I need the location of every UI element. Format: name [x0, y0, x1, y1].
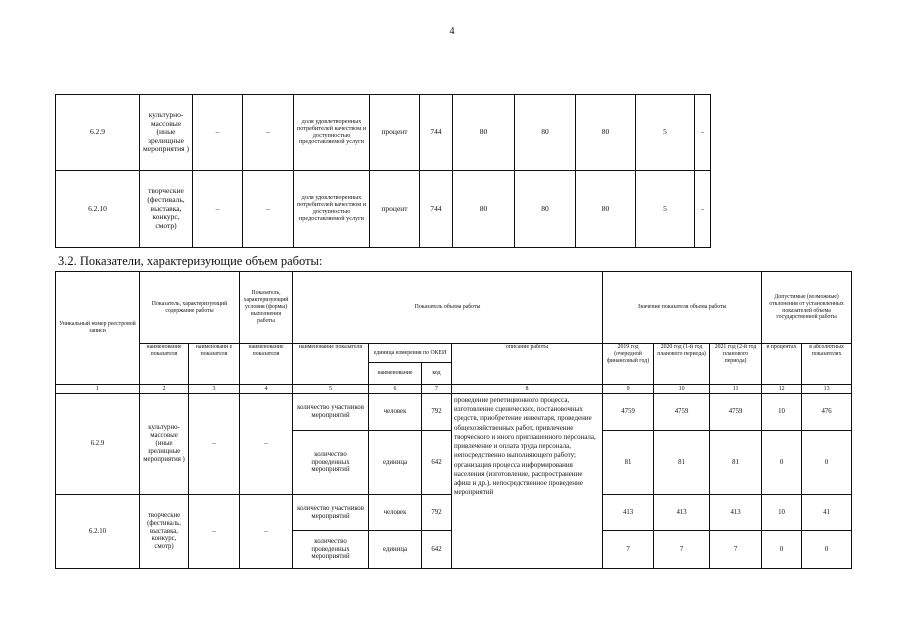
- registry-code: 6.2.10: [56, 171, 140, 248]
- okei-code-cell: 744: [420, 95, 453, 171]
- column-number: 1: [56, 385, 140, 394]
- unit-cell: единица: [369, 531, 422, 569]
- content-cell: культурно-массовые (иные зрелищные мероприятия ): [140, 394, 189, 495]
- condition-cell: –: [243, 171, 294, 248]
- content-cell: творческие (фестиваль, выставка, конкурс, смотр): [140, 171, 193, 248]
- condition-cell: –: [240, 495, 293, 569]
- column-number: 13: [802, 385, 852, 394]
- deviation-absolute-cell: 0: [802, 431, 852, 495]
- condition-cell: –: [189, 495, 240, 569]
- value-2021-cell: 80: [576, 171, 636, 248]
- okei-code-cell: 744: [420, 171, 453, 248]
- registry-code: 6.2.9: [56, 95, 140, 171]
- unit-cell: человек: [369, 495, 422, 531]
- indicator-name-header: наименовани е показателя: [189, 344, 240, 385]
- column-number: 2: [140, 385, 189, 394]
- column-number: 3: [189, 385, 240, 394]
- value-2019-cell: 4759: [603, 394, 654, 431]
- okei-group-header: единица измерения по ОКЕИ: [369, 344, 452, 363]
- indicator-cell: доля удовлетворенных потребителей качеством и доступностью предоставляемой услуги: [294, 171, 370, 248]
- content-cell: культурно-массовые (иные зрелищные мероприятия ): [140, 95, 193, 171]
- table-row: [56, 95, 711, 171]
- deviation-absolute-cell: -: [695, 171, 711, 248]
- year-2019-header: 2019 год (очередной финансовый год): [603, 344, 654, 385]
- deviation-group-header: Допустимые (возможные) отклонения от установленных показателей объема государственной работы: [762, 272, 852, 344]
- value-2019-cell: 7: [603, 531, 654, 569]
- indicator-cell: доля удовлетворенных потребителей качеством и доступностью предоставляемой услуги: [294, 95, 370, 171]
- content-group-header: Показатель, характеризующий содержание работы: [140, 272, 240, 344]
- value-2020-cell: 4759: [654, 394, 710, 431]
- condition-cell: –: [193, 95, 243, 171]
- condition-group-header: Показатель, характеризующий условия (формы) выполнения работы: [240, 272, 293, 344]
- registry-header: Уникальный номер реестровой записи: [56, 272, 140, 385]
- indicator-cell: количество участников мероприятий: [293, 394, 369, 431]
- column-number: 11: [710, 385, 762, 394]
- deviation-absolute-cell: -: [695, 95, 711, 171]
- value-2021-cell: 4759: [710, 394, 762, 431]
- value-2020-cell: 7: [654, 531, 710, 569]
- deviation-percent-cell: 0: [762, 431, 802, 495]
- year-2020-header: 2020 год (1-й год планового периода): [654, 344, 710, 385]
- column-number: 8: [452, 385, 603, 394]
- okei-code-cell: 642: [422, 531, 452, 569]
- value-group-header: Значение показателя объема работы: [603, 272, 762, 344]
- quality-indicators-table: [55, 94, 711, 248]
- value-2021-cell: 81: [710, 431, 762, 495]
- header-row: [56, 272, 852, 344]
- volume-group-header: Показатель объема работы: [293, 272, 603, 344]
- value-2021-cell: 7: [710, 531, 762, 569]
- indicator-cell: количество участников мероприятий: [293, 495, 369, 531]
- deviation-percent-cell: 10: [762, 495, 802, 531]
- indicator-cell: количество проведенных мероприятий: [293, 531, 369, 569]
- value-2020-cell: 80: [515, 171, 576, 248]
- column-number: 10: [654, 385, 710, 394]
- header-row: [56, 344, 852, 363]
- column-number: 5: [293, 385, 369, 394]
- registry-code: 6.2.10: [56, 495, 140, 569]
- year-2021-header: 2021 год (2-й год планового периода): [710, 344, 762, 385]
- column-number: 4: [240, 385, 293, 394]
- condition-cell: –: [193, 171, 243, 248]
- section-title: 3.2. Показатели, характеризующие объем работы:: [58, 254, 323, 268]
- okei-code-cell: 642: [422, 431, 452, 495]
- unit-cell: процент: [370, 171, 420, 248]
- condition-cell: –: [189, 394, 240, 495]
- value-2020-cell: 81: [654, 431, 710, 495]
- work-description: проведение репетиционного процесса, изготовление сценических, постановочных средств, приобретение инвентаря, проведение общехозяйственных работ, привлечение творческого и иного приглашенного персонала, привлечение и оплата труда персонала, непосредственно выполняющего работу; организация процесса информирования населения (изготовление, распространение афиш и др.), непосредственное проведение мероприятий: [452, 394, 603, 569]
- deviation-absolute-header: в абсолютных показателях: [802, 344, 852, 385]
- deviation-percent-header: в процентах: [762, 344, 802, 385]
- value-2020-cell: 413: [654, 495, 710, 531]
- unit-cell: единица: [369, 431, 422, 495]
- column-number-row: [56, 385, 852, 394]
- deviation-percent-cell: 5: [636, 95, 695, 171]
- deviation-percent-cell: 5: [636, 171, 695, 248]
- condition-cell: –: [240, 394, 293, 495]
- condition-cell: –: [243, 95, 294, 171]
- indicator-name-header: наименование показателя: [240, 344, 293, 385]
- registry-code: 6.2.9: [56, 394, 140, 495]
- deviation-absolute-cell: 41: [802, 495, 852, 531]
- deviation-percent-cell: 10: [762, 394, 802, 431]
- page-number: 4: [449, 26, 455, 37]
- value-2021-cell: 413: [710, 495, 762, 531]
- unit-cell: человек: [369, 394, 422, 431]
- deviation-absolute-cell: 476: [802, 394, 852, 431]
- indicator-name-header: наименование показателя: [293, 344, 369, 385]
- value-2020-cell: 80: [515, 95, 576, 171]
- table-row: [56, 394, 852, 431]
- value-2019-cell: 81: [603, 431, 654, 495]
- table-row: [56, 171, 711, 248]
- indicator-cell: количество проведенных мероприятий: [293, 431, 369, 495]
- deviation-percent-cell: 0: [762, 531, 802, 569]
- okei-code-cell: 792: [422, 495, 452, 531]
- column-number: 9: [603, 385, 654, 394]
- value-2021-cell: 80: [576, 95, 636, 171]
- indicator-name-header: наименование показателя: [140, 344, 189, 385]
- description-header: описание работы: [452, 344, 603, 385]
- value-2019-cell: 413: [603, 495, 654, 531]
- content-cell: творческие (фестиваль, выставка, конкурс, смотр): [140, 495, 189, 569]
- column-number: 6: [369, 385, 422, 394]
- column-number: 12: [762, 385, 802, 394]
- value-2019-cell: 80: [453, 95, 515, 171]
- deviation-absolute-cell: 0: [802, 531, 852, 569]
- okei-code-header: код: [422, 363, 452, 385]
- volume-indicators-table: [55, 271, 852, 569]
- column-number: 7: [422, 385, 452, 394]
- okei-name-header: наименование: [369, 363, 422, 385]
- unit-cell: процент: [370, 95, 420, 171]
- value-2019-cell: 80: [453, 171, 515, 248]
- okei-code-cell: 792: [422, 394, 452, 431]
